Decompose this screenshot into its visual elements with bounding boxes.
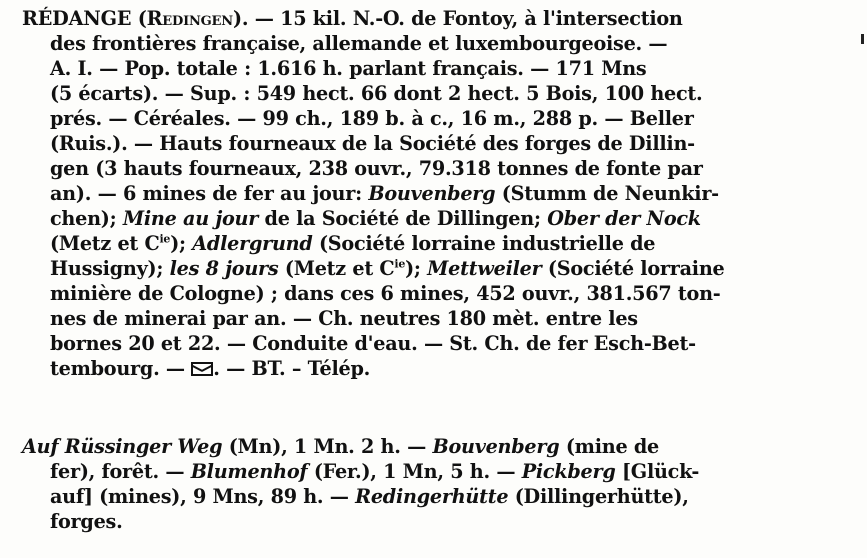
line-text: Hussigny);: [50, 257, 170, 280]
locality-name: Auf Rüssinger Weg: [22, 435, 223, 458]
line-text: — 15 kil. N.-O. de Fontoy, à l'intersection: [248, 7, 683, 30]
mine-name: Ober der Nock: [547, 207, 701, 230]
text-line: [22, 6, 854, 31]
superscript: ie: [394, 257, 406, 271]
envelope-icon: [191, 362, 213, 376]
line-text: auf] (mines), 9 Mns, 89 h. —: [50, 485, 356, 508]
text-line: nes de minerai par an. — Ch. neutres 180 mèt. entre les: [50, 307, 638, 330]
headword-variant: (Redingen).: [137, 7, 249, 30]
line-text: );: [405, 257, 428, 280]
text-line: (5 écarts). — Sup. : 549 hect. 66 dont 2 hect. 5 Bois, 100 hect.: [50, 82, 703, 105]
text-line: [22, 181, 854, 206]
entry-redange: [22, 6, 854, 381]
text-line: [22, 484, 854, 509]
locality-name: Redingerhütte: [355, 485, 509, 508]
margin-mark: [861, 34, 864, 44]
line-text: . — BT. – Télép.: [213, 357, 371, 380]
line-text: tembourg. —: [50, 357, 192, 380]
text-line: [22, 256, 854, 281]
line-text: (mine de: [559, 435, 659, 458]
line-text: (Société lorraine: [541, 257, 725, 280]
line-text: (Dillingerhütte),: [508, 485, 689, 508]
text-line: (Ruis.). — Hauts fourneaux de la Société des forges de Dillin-: [50, 132, 695, 155]
text-line: [22, 459, 854, 484]
text-line: des frontières française, allemande et luxembourgeoise. —: [50, 32, 668, 55]
locality-name: Bouvenberg: [432, 435, 560, 458]
text-line: gen (3 hauts fourneaux, 238 ouvr., 79.318 tonnes de fonte par: [50, 157, 703, 180]
line-text: (Metz et C: [50, 232, 160, 255]
line-text: chen);: [50, 207, 123, 230]
line-text: );: [170, 232, 193, 255]
text-line: forges.: [50, 510, 123, 533]
text-line: A. I. — Pop. totale : 1.616 h. parlant français. — 171 Mns: [50, 57, 647, 80]
mine-name: Bouvenberg: [368, 182, 496, 205]
text-line: bornes 20 et 22. — Conduite d'eau. — St. Ch. de fer Esch-Bet-: [50, 332, 696, 355]
line-text: (Metz et C: [278, 257, 395, 280]
locality-name: Pickberg: [521, 460, 616, 483]
mine-name: Adlergrund: [192, 232, 313, 255]
line-text: (Stumm de Neunkir-: [495, 182, 719, 205]
headword: RÉDANGE: [22, 7, 132, 30]
line-text: (Mn), 1 Mn. 2 h. —: [222, 435, 433, 458]
mine-name: les 8 jours: [169, 257, 279, 280]
line-text: de la Société de Dillingen;: [258, 207, 548, 230]
text-line: prés. — Céréales. — 99 ch., 189 b. à c., 16 m., 288 p. — Beller: [50, 107, 694, 130]
text-line: minière de Cologne) ; dans ces 6 mines, 452 ouvr., 381.567 ton-: [50, 282, 721, 305]
mine-name: Mettweiler: [427, 257, 542, 280]
localities-paragraph: [22, 434, 854, 534]
line-text: an). — 6 mines de fer au jour:: [50, 182, 369, 205]
superscript: ie: [159, 232, 171, 246]
line-text: fer), forêt. —: [50, 460, 191, 483]
line-text: [Glück-: [615, 460, 700, 483]
text-line: [22, 231, 854, 256]
text-line: [22, 434, 854, 459]
line-text: (Fer.), 1 Mn, 5 h. —: [307, 460, 522, 483]
line-text: (Société lorraine industrielle de: [312, 232, 656, 255]
text-line: [22, 206, 854, 231]
locality-name: Blumenhof: [190, 460, 308, 483]
mine-name: Mine au jour: [122, 207, 259, 230]
text-line: [22, 356, 854, 381]
